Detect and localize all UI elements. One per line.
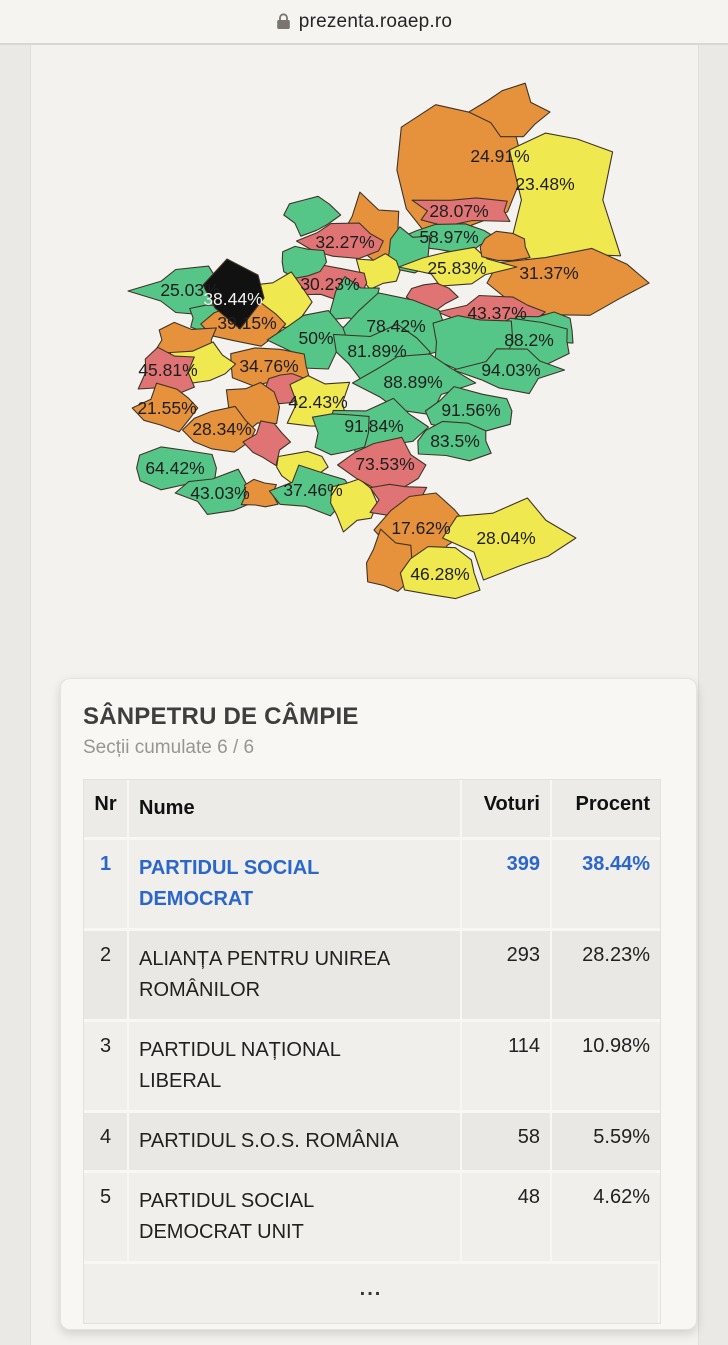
map-percent-label: 30.23% [300, 274, 360, 294]
row-3-nr: 3 [84, 1022, 129, 1113]
expand-more-button[interactable]: ... [84, 1264, 660, 1323]
map-percent-label: 94.03% [481, 360, 541, 380]
col-header-nume: Nume [129, 780, 462, 840]
map-percent-label: 43.37% [467, 303, 527, 323]
map-percent-label: 81.89% [347, 341, 407, 361]
map-percent-label: 24.91% [470, 146, 530, 166]
map-percent-label: 43.03% [190, 483, 250, 503]
map-percent-label: 83.5% [430, 431, 480, 451]
map-percent-label: 91.56% [441, 400, 501, 420]
map-percent-label: 21.55% [137, 398, 197, 418]
row-1-nr: 1 [84, 840, 129, 931]
row-4-nr: 4 [84, 1113, 129, 1173]
map-percent-label: 46.28% [410, 564, 470, 584]
locality-title: SÂNPETRU DE CÂMPIE [83, 703, 359, 730]
row-3-votes: 114 [462, 1022, 552, 1113]
map-percent-label: 42.43% [288, 392, 348, 412]
map-percent-label: 34.76% [239, 356, 299, 376]
map-percent-label: 25.03% [160, 280, 220, 300]
map-percent-label: 25.83% [427, 258, 487, 278]
url-text: prezenta.roaep.ro [298, 10, 453, 32]
map-percent-label: 37.46% [283, 480, 343, 500]
row-1-percent: 38.44% [552, 840, 660, 931]
map-percent-label: 64.42% [145, 458, 205, 478]
sections-cumulated-subtitle: Secții cumulate 6 / 6 [83, 737, 255, 758]
map-percent-label: 31.37% [519, 263, 579, 283]
row-4-votes: 58 [462, 1113, 552, 1173]
map-percent-label: 38.44% [203, 289, 263, 309]
map-percent-label: 32.27% [315, 232, 375, 252]
row-5-nr: 5 [84, 1173, 129, 1264]
map-percent-label: 50% [298, 328, 334, 348]
row-2-nr: 2 [84, 931, 129, 1022]
results-card [60, 678, 697, 1330]
col-header-nr: Nr [84, 780, 129, 840]
row-5-party-name: PARTIDUL SOCIAL DEMOCRAT UNIT [129, 1173, 462, 1264]
results-table [83, 779, 661, 1324]
browser-url-bar[interactable] [0, 0, 728, 45]
row-5-percent: 4.62% [552, 1173, 660, 1264]
map-percent-label: 28.34% [192, 419, 252, 439]
lock-icon [276, 13, 291, 30]
row-3-percent: 10.98% [552, 1022, 660, 1113]
map-percent-label: 17.62% [391, 518, 451, 538]
map-percent-label: 58.97% [419, 227, 479, 247]
map-percent-label: 23.48% [515, 174, 575, 194]
col-header-procent: Procent [552, 780, 660, 840]
col-header-voturi: Voturi [462, 780, 552, 840]
row-2-percent: 28.23% [552, 931, 660, 1022]
map-percent-label: 73.53% [355, 454, 415, 474]
map-percent-label: 91.84% [344, 416, 404, 436]
map-percent-label: 28.07% [429, 201, 489, 221]
map-percent-label: 39.15% [217, 313, 277, 333]
row-4-party-name: PARTIDUL S.O.S. ROMÂNIA [129, 1113, 462, 1173]
map-percent-label: 28.04% [476, 528, 536, 548]
row-4-percent: 5.59% [552, 1113, 660, 1173]
row-1-votes: 399 [462, 840, 552, 931]
row-2-party-name: ALIANȚA PENTRU UNIREA ROMÂNILOR [129, 931, 462, 1022]
map-percent-label: 88.89% [383, 372, 443, 392]
row-3-party-name: PARTIDUL NAȚIONAL LIBERAL [129, 1022, 462, 1113]
row-5-votes: 48 [462, 1173, 552, 1264]
map-percent-label: 45.81% [138, 360, 198, 380]
map-percent-label: 88.2% [504, 330, 554, 350]
map-percent-label: 78.42% [366, 316, 426, 336]
row-2-votes: 293 [462, 931, 552, 1022]
row-1-party-name[interactable]: PARTIDUL SOCIAL DEMOCRAT [129, 840, 462, 931]
